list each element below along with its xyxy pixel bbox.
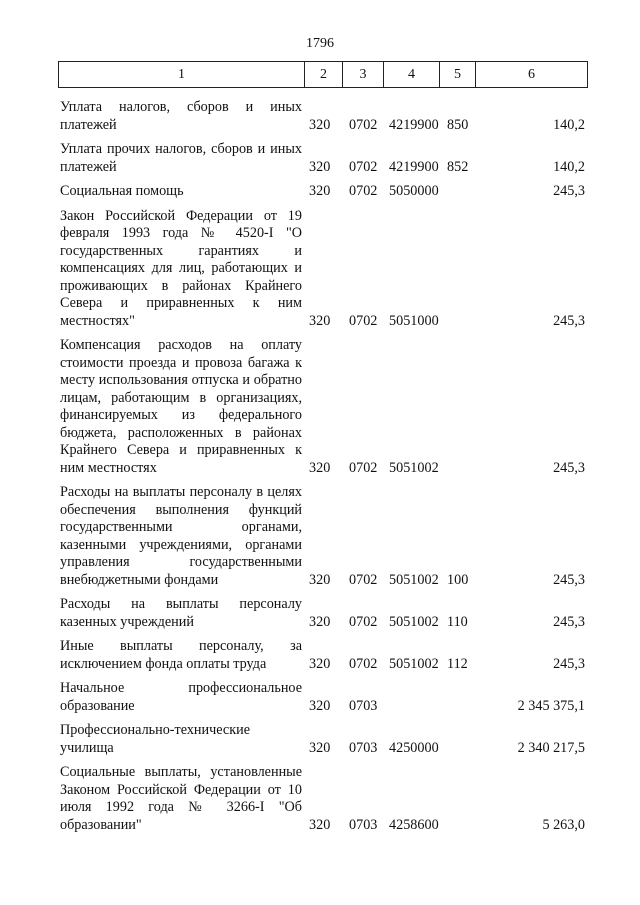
row-target-code: 5051000: [389, 312, 439, 329]
row-ministry-code: 320: [309, 613, 331, 630]
row-ministry-code: 320: [309, 739, 331, 756]
row-amount: 245,3: [553, 571, 585, 588]
row-section-code: 0703: [349, 697, 378, 714]
row-ministry-code: 320: [309, 183, 331, 199]
column-header-row: [59, 62, 588, 88]
row-section-code: 0702: [349, 459, 378, 476]
row-amount: 140,2: [553, 158, 585, 175]
row-section-code: 0703: [349, 739, 378, 756]
table-row: [0, 638, 640, 673]
row-target-code: 4250000: [389, 739, 439, 756]
column-header-1: 1: [59, 62, 305, 88]
table-row: [0, 183, 640, 201]
row-amount: 5 263,0: [542, 816, 585, 833]
column-header-6: 6: [476, 62, 588, 88]
row-ministry-code: 320: [309, 116, 331, 133]
column-header-2: 2: [305, 62, 343, 88]
row-target-code: 5050000: [389, 183, 439, 199]
row-description: Расходы на выплаты персоналу в целях обеспечения выполнения функций государственными органами, казенными учреждениями, органами управления государственными внебюджетными фондами: [60, 484, 302, 588]
row-target-code: 4219900: [389, 158, 439, 175]
row-target-code: 5051002: [389, 613, 439, 630]
table-row: [0, 764, 640, 834]
row-amount: 245,3: [553, 312, 585, 329]
row-ministry-code: 320: [309, 312, 331, 329]
row-expense-type-code: 110: [447, 613, 468, 630]
row-expense-type-code: 852: [447, 158, 469, 175]
table-row: [0, 680, 640, 715]
row-ministry-code: 320: [309, 158, 331, 175]
row-description: Социальная помощь: [60, 183, 184, 199]
table-row: [0, 141, 640, 176]
row-target-code: 4258600: [389, 816, 439, 833]
row-amount: 2 340 217,5: [517, 739, 585, 756]
column-header-table: [58, 61, 588, 88]
row-description: Профессионально-технические училища: [60, 722, 250, 756]
table-row: [0, 99, 640, 134]
row-description: Уплата налогов, сборов и иных платежей: [60, 99, 302, 133]
row-target-code: 5051002: [389, 571, 439, 588]
row-ministry-code: 320: [309, 571, 331, 588]
row-ministry-code: 320: [309, 655, 331, 672]
row-section-code: 0702: [349, 183, 378, 199]
row-description: Расходы на выплаты персоналу казенных учреждений: [60, 596, 302, 630]
table-body: [0, 99, 640, 841]
column-header-3: 3: [343, 62, 384, 88]
column-header-5: 5: [440, 62, 476, 88]
row-description: Социальные выплаты, установленные Законом Российской Федерации от 10 июля 1992 года № 3266-I "Об образовании": [60, 764, 302, 833]
row-amount: 245,3: [553, 655, 585, 672]
table-row: [0, 484, 640, 589]
row-expense-type-code: 850: [447, 116, 469, 133]
row-target-code: 4219900: [389, 116, 439, 133]
page-number: 1796: [306, 36, 334, 51]
row-amount: 245,3: [553, 459, 585, 476]
row-amount: 140,2: [553, 116, 585, 133]
row-description: Иные выплаты персоналу, за исключением фонда оплаты труда: [60, 638, 302, 672]
table-row: [0, 337, 640, 477]
table-row: [0, 596, 640, 631]
row-ministry-code: 320: [309, 697, 331, 714]
table-row: [0, 722, 640, 757]
row-description: Компенсация расходов на оплату стоимости проезда и провоза багажа к месту использования отпуска и обратно лицам, работающим в организациях, финансируемых из федерального бюджета, расположенных в районах Крайнего Севера и приравненных к ним местностях: [60, 337, 302, 476]
column-header-4: 4: [384, 62, 440, 88]
table-row: [0, 208, 640, 331]
row-section-code: 0702: [349, 116, 378, 133]
row-section-code: 0702: [349, 655, 378, 672]
row-description: Уплата прочих налогов, сборов и иных платежей: [60, 141, 302, 175]
row-ministry-code: 320: [309, 459, 331, 476]
row-target-code: 5051002: [389, 459, 439, 476]
row-expense-type-code: 100: [447, 571, 469, 588]
row-section-code: 0702: [349, 158, 378, 175]
row-section-code: 0702: [349, 613, 378, 630]
row-section-code: 0702: [349, 571, 378, 588]
row-expense-type-code: 112: [447, 655, 468, 672]
row-amount: 245,3: [553, 183, 585, 199]
row-amount: 245,3: [553, 613, 585, 630]
row-section-code: 0703: [349, 816, 378, 833]
row-description: Закон Российской Федерации от 19 февраля 1993 года № 4520-I "О государственных гарантиях и компенсациях для лиц, работающих и проживающих в районах Крайнего Севера и приравненных к ним местностях": [60, 207, 302, 329]
row-target-code: 5051002: [389, 655, 439, 672]
row-amount: 2 345 375,1: [517, 697, 585, 714]
row-section-code: 0702: [349, 312, 378, 329]
row-ministry-code: 320: [309, 816, 331, 833]
row-description: Начальное профессиональное образование: [60, 680, 302, 714]
